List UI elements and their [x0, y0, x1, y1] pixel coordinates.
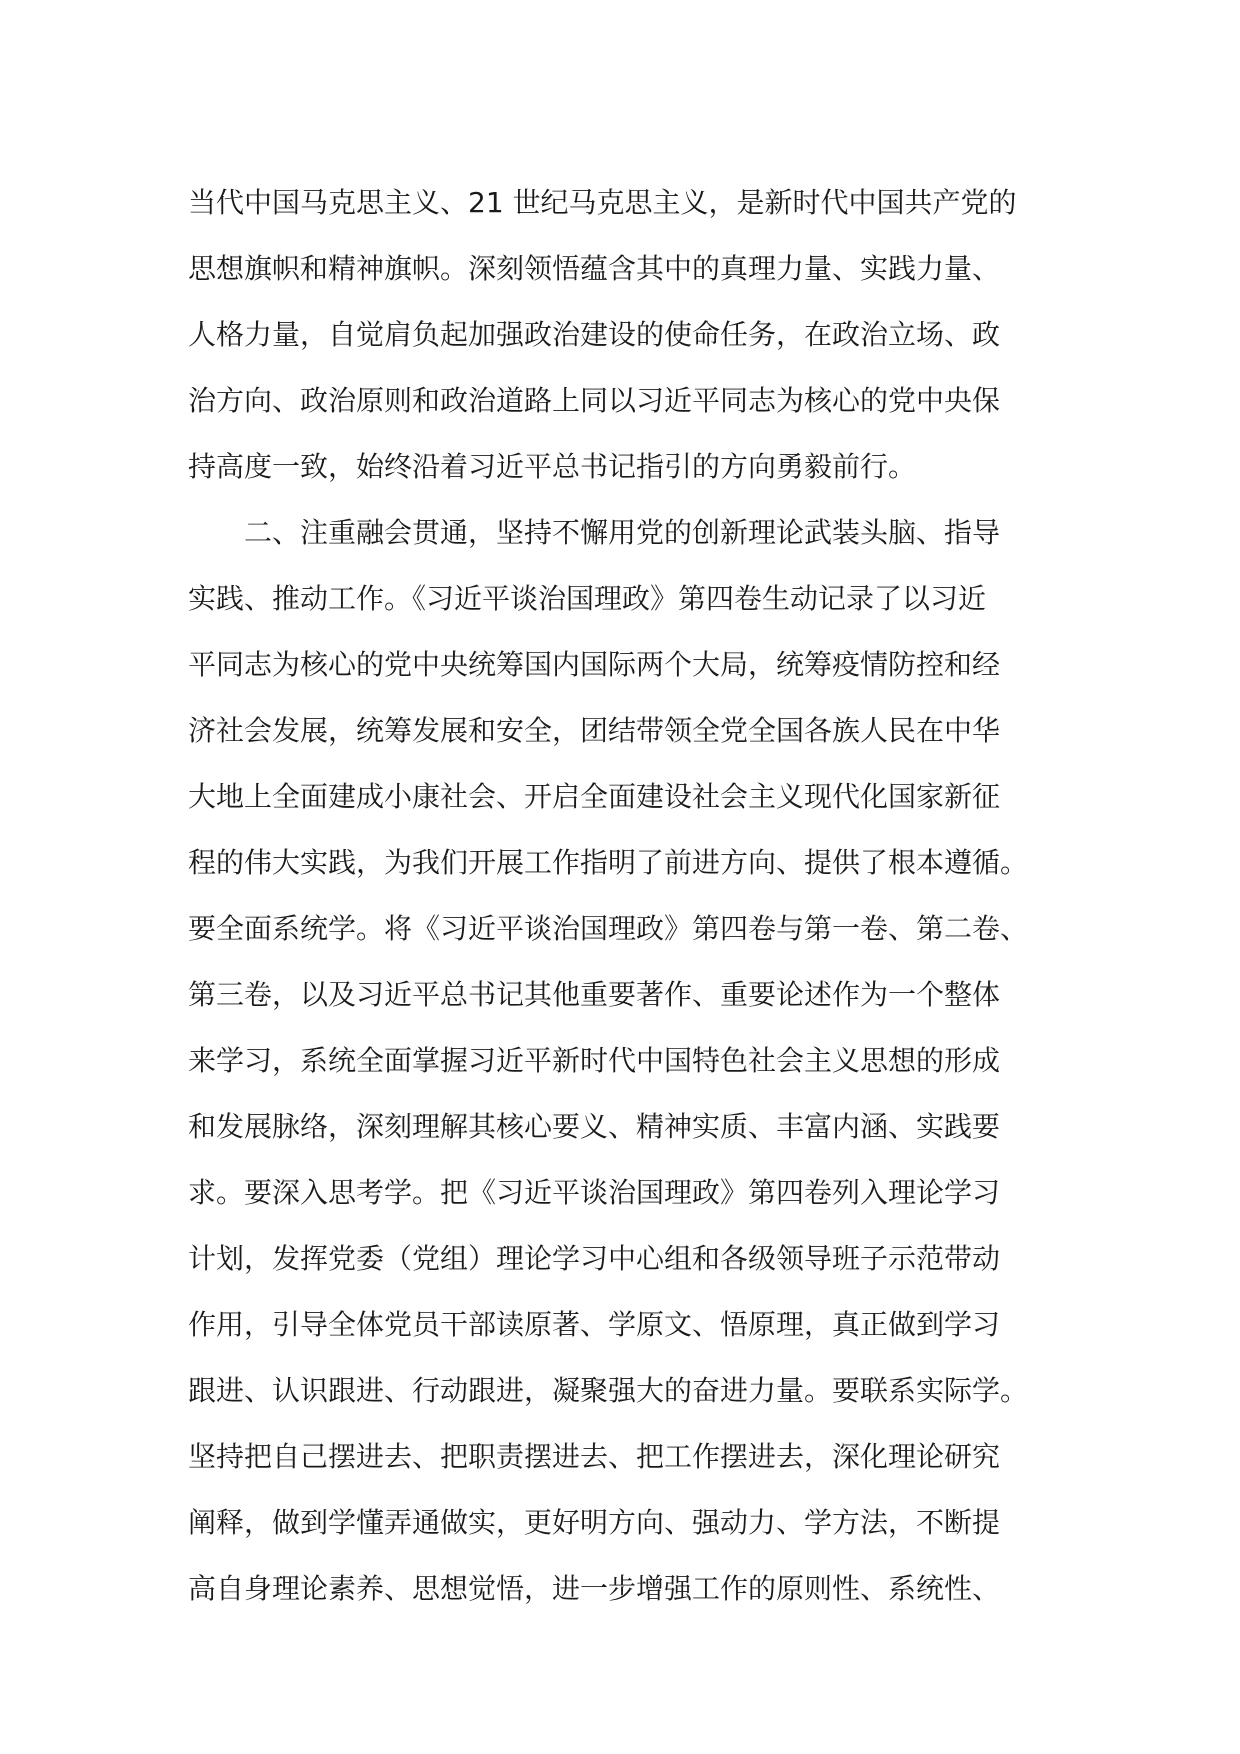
text-line: 坚持把自己摆进去、把职责摆进去、把工作摆进去，深化理论研究 — [188, 1440, 1001, 1473]
text-line: 跟进、认识跟进、行动跟进，凝聚强大的奋进力量。要联系实际学。 — [188, 1374, 1029, 1407]
section-heading-line: 二、注重融会贯通，坚持不懈用党的创新理论武装头脑、指导 — [188, 516, 1001, 549]
text-line: 第三卷，以及习近平总书记其他重要著作、重要论述作为一个整体 — [188, 978, 1001, 1011]
text-line: 思想旗帜和精神旗帜。深刻领悟蕴含其中的真理力量、实践力量、 — [188, 252, 1001, 285]
text-line: 平同志为核心的党中央统筹国内国际两个大局，统筹疫情防控和经 — [188, 648, 1001, 681]
text-line: 人格力量，自觉肩负起加强政治建设的使命任务，在政治立场、政 — [188, 318, 1001, 351]
text-line: 济社会发展，统筹发展和安全，团结带领全党全国各族人民在中华 — [188, 714, 1001, 747]
text-line: 和发展脉络，深刻理解其核心要义、精神实质、丰富内涵、实践要 — [188, 1110, 1001, 1143]
text-line: 实践、推动工作。《习近平谈治国理政》第四卷生动记录了以习近 — [188, 582, 987, 615]
body-text — [188, 170, 1068, 1622]
text-line: 大地上全面建成小康社会、开启全面建设社会主义现代化国家新征 — [188, 780, 1001, 813]
text-line: 阐释，做到学懂弄通做实，更好明方向、强动力、学方法，不断提 — [188, 1506, 1001, 1539]
text-line: 求。要深入思考学。把《习近平谈治国理政》第四卷列入理论学习 — [188, 1176, 1001, 1209]
text-line: 要全面系统学。将《习近平谈治国理政》第四卷与第一卷、第二卷、 — [188, 912, 1029, 945]
text-line: 持高度一致，始终沿着习近平总书记指引的方向勇毅前行。 — [188, 450, 917, 483]
text-line: 作用，引导全体党员干部读原著、学原文、悟原理，真正做到学习 — [188, 1308, 1001, 1341]
text-line: 计划，发挥党委（党组）理论学习中心组和各级领导班子示范带动 — [188, 1242, 1001, 1275]
text-line: 治方向、政治原则和政治道路上同以习近平同志为核心的党中央保 — [188, 384, 1001, 417]
text-line: 程的伟大实践，为我们开展工作指明了前进方向、提供了根本遵循。 — [188, 846, 1029, 879]
text-line: 高自身理论素养、思想觉悟，进一步增强工作的原则性、系统性、 — [188, 1572, 1001, 1605]
text-line: 来学习，系统全面掌握习近平新时代中国特色社会主义思想的形成 — [188, 1044, 1001, 1077]
text-line: 当代中国马克思主义、21 世纪马克思主义，是新时代中国共产党的 — [188, 186, 1017, 219]
